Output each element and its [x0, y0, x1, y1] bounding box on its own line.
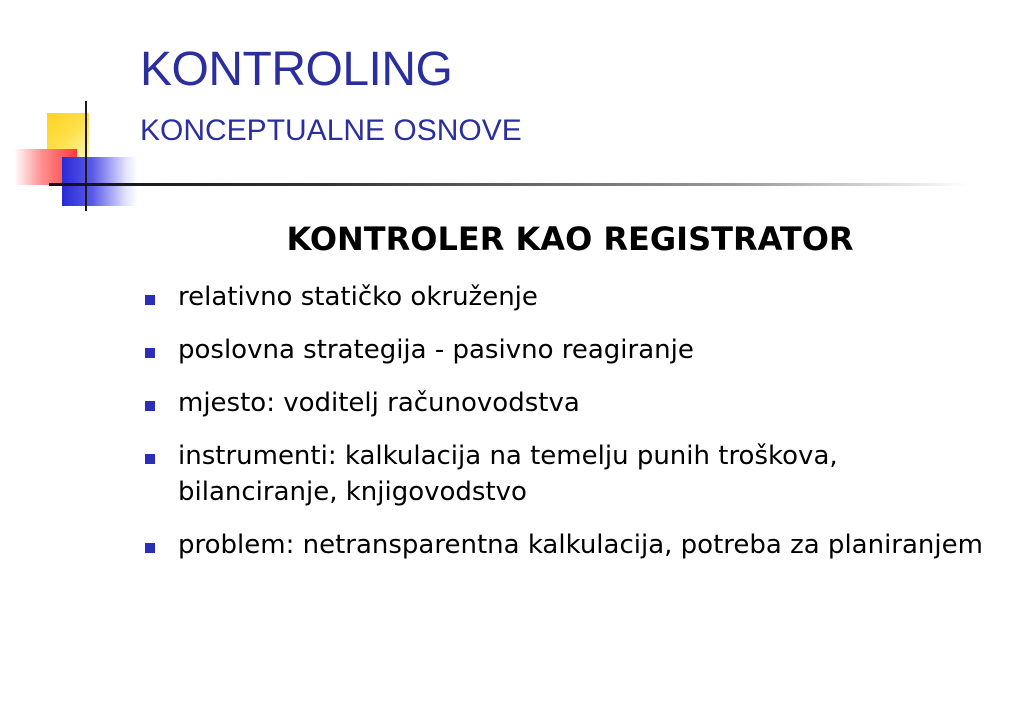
bullet-text: relativno statičko okruženje — [178, 282, 538, 312]
bullet-text: poslovna strategija - pasivno reagiranje — [178, 335, 694, 365]
slide-subtitle: KONCEPTUALNE OSNOVE — [140, 114, 522, 147]
slide-logo — [0, 0, 160, 220]
logo-blue-square — [62, 157, 138, 206]
bullet-text: instrumenti: kalkulacija na temelju punih troškova, bilanciranje, knjigovodstvo — [178, 441, 838, 507]
square-bullet-icon — [145, 295, 155, 305]
bullet-item — [143, 279, 1003, 315]
bullet-item — [143, 527, 1003, 563]
bullet-item — [143, 385, 1003, 421]
slide-title: KONTROLING — [140, 43, 453, 96]
square-bullet-icon — [145, 348, 155, 358]
bullet-text: problem: netransparentna kalkulacija, potreba za planiranjem — [178, 530, 983, 560]
logo-vertical-line — [85, 101, 87, 211]
square-bullet-icon — [145, 454, 155, 464]
square-bullet-icon — [145, 543, 155, 553]
bullet-item — [143, 438, 1003, 510]
bullet-list — [143, 279, 1003, 580]
square-bullet-icon — [145, 401, 155, 411]
section-heading: KONTROLER KAO REGISTRATOR — [286, 220, 854, 258]
bullet-text: mjesto: voditelj računovodstva — [178, 388, 580, 418]
title-divider-line — [49, 183, 969, 186]
bullet-item — [143, 332, 1003, 368]
